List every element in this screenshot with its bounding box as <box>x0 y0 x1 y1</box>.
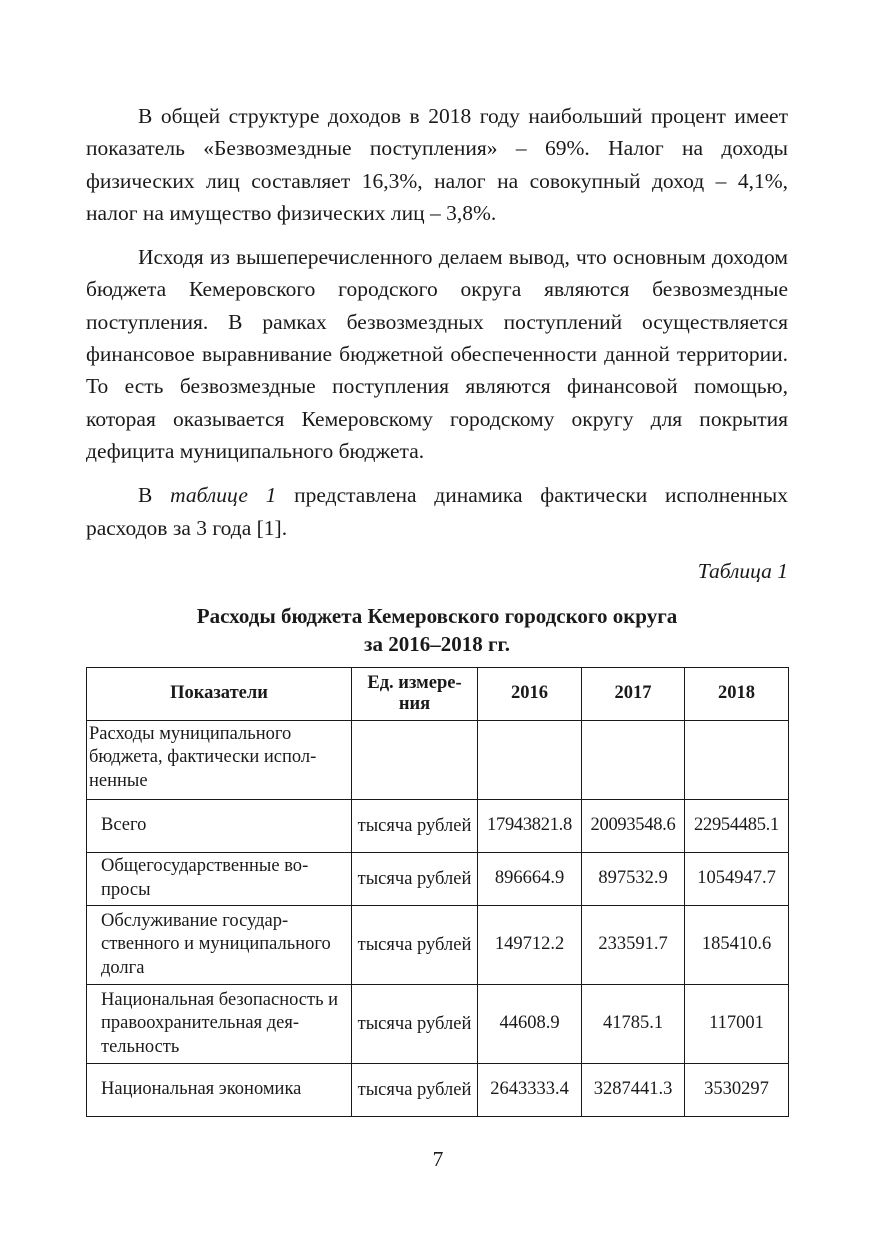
table-title <box>86 602 788 658</box>
table-title-line2: за 2016–2018 гг. <box>364 631 510 656</box>
row-value-2016: 149712.2 <box>478 905 582 984</box>
row-label: Общегосударственные вопросы <box>87 852 352 905</box>
header-2016: 2016 <box>478 667 582 720</box>
group-label: Расходы муниципального бюджета, фактически исполненные <box>87 720 352 799</box>
row-label: Обслуживание государственного и муниципального долга <box>87 905 352 984</box>
row-value-2017: 233591.7 <box>582 905 685 984</box>
table-label: Таблица 1 <box>697 558 788 583</box>
table-row <box>87 905 789 984</box>
empty-cell <box>352 720 478 799</box>
empty-cell <box>582 720 685 799</box>
document-page <box>86 100 788 1117</box>
paragraph-table-intro <box>86 479 788 544</box>
table-row <box>87 984 789 1063</box>
row-value-2018: 22954485.1 <box>685 799 789 852</box>
row-value-2016: 44608.9 <box>478 984 582 1063</box>
row-value-2017: 41785.1 <box>582 984 685 1063</box>
expenses-table <box>86 667 789 1117</box>
row-unit: тысяча рублей <box>352 799 478 852</box>
row-value-2016: 2643333.4 <box>478 1063 582 1116</box>
table-reference: таблице 1 <box>170 483 277 508</box>
row-value-2016: 896664.9 <box>478 852 582 905</box>
row-value-2018: 1054947.7 <box>685 852 789 905</box>
row-value-2017: 3287441.3 <box>582 1063 685 1116</box>
paragraph-conclusion: Исходя из вышеперечисленного делаем вывод, что основным доходом бюджета Кемеровского городского округа являются безвозмездные поступления. В рамках безвозмездных поступлений осуществляется финансовое выравнивание бюджетной обеспеченности данной территории. То есть безвозмездные поступления являются финансовой помощью, которая оказывается Кемеровскому городскому округу для покрытия дефицита муниципального бюджета. <box>86 245 788 463</box>
table-intro-end: представлена динамика фактически исполненных расходов за 3 года [1]. <box>86 483 788 540</box>
row-unit: тысяча рублей <box>352 1063 478 1116</box>
header-indicator: Показатели <box>87 667 352 720</box>
header-unit <box>352 667 478 720</box>
row-value-2017: 20093548.6 <box>582 799 685 852</box>
table-intro-start: В <box>138 483 171 508</box>
empty-cell <box>685 720 789 799</box>
header-unit-line2: ния <box>398 693 431 714</box>
header-unit-line1: Ед. измере- <box>367 672 462 693</box>
row-value-2017: 897532.9 <box>582 852 685 905</box>
header-2018: 2018 <box>685 667 789 720</box>
paragraph-income-structure: В общей структуре доходов в 2018 году наибольший процент имеет показатель «Безвозмездные поступления» – 69%. Налог на доходы физических лиц составляет 16,3%, налог на совокупный доход – 4,1%, налог на имущество физических лиц – 3,8%. <box>86 104 788 225</box>
page-number: 7 <box>432 1147 444 1171</box>
table-row <box>87 852 789 905</box>
row-value-2018: 185410.6 <box>685 905 789 984</box>
row-value-2016: 17943821.8 <box>478 799 582 852</box>
row-unit: тысяча рублей <box>352 852 478 905</box>
table-row-group <box>87 720 789 799</box>
row-label: Всего <box>87 799 352 852</box>
row-value-2018: 117001 <box>685 984 789 1063</box>
empty-cell <box>478 720 582 799</box>
row-unit: тысяча рублей <box>352 905 478 984</box>
table-row <box>87 799 789 852</box>
table-title-line1: Расходы бюджета Кемеровского городского округа <box>196 603 678 628</box>
row-value-2018: 3530297 <box>685 1063 789 1116</box>
row-label: Национальная безопасность и правоохранительная деятельность <box>87 984 352 1063</box>
row-unit: тысяча рублей <box>352 984 478 1063</box>
table-header-row <box>87 667 789 720</box>
table-row <box>87 1063 789 1116</box>
row-label: Национальная экономика <box>87 1063 352 1116</box>
header-2017: 2017 <box>582 667 685 720</box>
